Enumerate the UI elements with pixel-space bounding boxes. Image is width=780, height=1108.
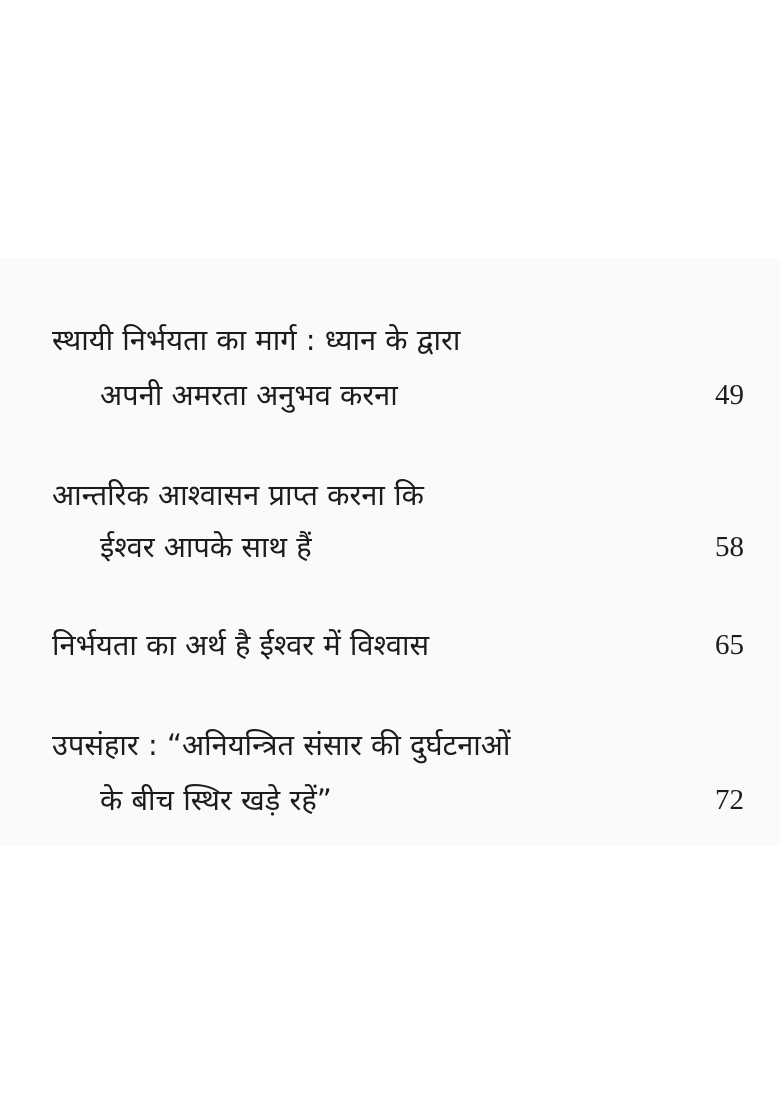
toc-entry-title-line1: निर्भयता का अर्थ है ईश्वर में विश्वास — [52, 628, 430, 662]
toc-entry-page-number: 65 — [715, 629, 744, 661]
toc-entry-title-line1: स्थायी निर्भयता का मार्ग : ध्यान के द्वारा — [52, 323, 461, 357]
toc-entry-page-number: 49 — [715, 379, 744, 411]
toc-entry-title-line1: उपसंहार : “अनियन्त्रित संसार की दुर्घटनाओं — [52, 728, 511, 762]
toc-entry-title-line2: ईश्वर आपके साथ हैं — [100, 530, 312, 564]
toc-entry-title-line1: आन्तरिक आश्वासन प्राप्त करना कि — [52, 478, 424, 512]
toc-entry-page-number: 58 — [715, 531, 744, 563]
toc-entry-title-line2: अपनी अमरता अनुभव करना — [100, 378, 398, 412]
toc-entry-page-number: 72 — [715, 784, 744, 816]
toc-entry-title-line2: के बीच स्थिर खड़े रहें” — [100, 783, 332, 817]
